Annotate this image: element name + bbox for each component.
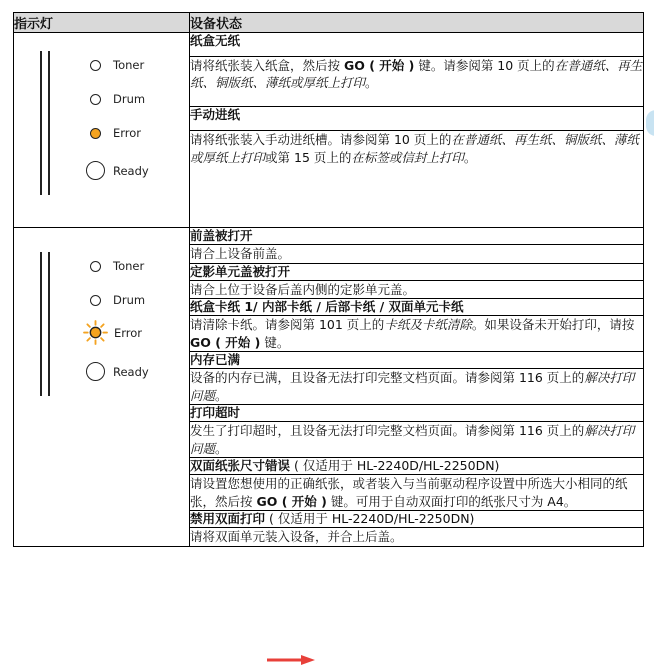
status-title-label: 纸盒无纸	[190, 33, 241, 48]
body-segment: 。	[215, 387, 228, 403]
table-header-row	[14, 13, 644, 33]
drum-label: Drum	[113, 293, 146, 307]
toner-label: Toner	[113, 58, 145, 72]
status-title	[190, 107, 644, 131]
body-segment: 请将纸张装入手动进纸槽。请参阅第 10 页上的	[190, 132, 452, 147]
table-row	[14, 228, 644, 245]
status-title-label: 禁用双面打印	[190, 511, 266, 526]
status-title-text	[190, 405, 240, 420]
toner-label: Toner	[113, 259, 145, 273]
led-diagram-error-on	[14, 33, 190, 228]
error-label: Error	[114, 325, 143, 340]
cross-reference: 解决打印问题	[190, 370, 635, 403]
status-title-label: 手动进纸	[190, 107, 241, 123]
status-description	[190, 245, 644, 264]
status-body-text	[190, 370, 634, 403]
status-title-label: 内存已满	[190, 352, 241, 367]
cross-reference: 在标签或信封上打印	[351, 149, 464, 165]
cross-reference: 在普通纸、再生纸、铜版纸、薄纸或厚纸上打印	[190, 57, 643, 91]
status-title-text	[190, 458, 499, 473]
toner-led-off-icon	[90, 261, 101, 272]
body-segment: 。	[215, 440, 228, 456]
status-body-text	[190, 282, 415, 297]
status-title-label: 打印超时	[190, 405, 241, 420]
status-description	[190, 475, 644, 511]
drum-led	[86, 92, 145, 106]
status-title-note: ( 仅适用于 HL-2240D/HL-2250DN)	[265, 511, 475, 526]
status-title-text	[190, 33, 240, 48]
status-body-text	[190, 476, 628, 509]
body-segment: 键。可用于自动双面打印的纸张尺寸为 A4。	[326, 493, 577, 509]
arrow-right-icon	[267, 655, 315, 665]
status-body-text	[190, 423, 634, 456]
page-edge-tab	[646, 110, 654, 136]
status-title	[190, 405, 644, 422]
ready-led-off-icon	[86, 161, 105, 180]
status-table-page	[13, 12, 643, 547]
ready-label: Ready	[113, 364, 149, 379]
status-description	[190, 280, 644, 299]
status-title	[190, 33, 644, 57]
body-segment: 。如果设备未开始打印，请按	[471, 317, 635, 332]
status-title-text	[190, 511, 474, 526]
body-segment: 发生了打印超时，且设备无法打印完整文档页面。请参阅第 116 页上的	[190, 423, 585, 438]
key-name: GO ( 开始 )	[256, 493, 327, 509]
error-label: Error	[113, 126, 142, 140]
status-title	[190, 263, 644, 280]
led-diagram-error-blinking	[14, 228, 190, 547]
status-body-text	[190, 132, 639, 165]
cross-reference: 在普通纸、再生纸、铜版纸、薄纸或厚纸上打印	[190, 132, 639, 165]
status-description	[190, 422, 644, 458]
toner-led-off-icon	[90, 60, 101, 71]
status-description	[190, 56, 644, 106]
cross-reference: 卡纸及卡纸清除	[384, 317, 472, 332]
error-led	[86, 320, 142, 345]
status-description	[190, 369, 644, 405]
status-title-text	[190, 264, 290, 279]
status-title-label: 双面纸张尺寸错误	[190, 458, 291, 473]
body-segment: 请合上位于设备后盖内侧的定影单元盖。	[190, 281, 416, 297]
status-title	[190, 228, 644, 245]
status-title	[190, 458, 644, 475]
status-title	[190, 352, 644, 369]
header-device-status: 设备状态	[190, 13, 644, 33]
drum-led-off-icon	[90, 94, 101, 105]
status-title-label: 定影单元盖被打开	[190, 263, 291, 279]
status-title	[190, 299, 644, 316]
toner-led	[86, 259, 144, 273]
status-body-text	[190, 529, 403, 544]
toner-led	[86, 58, 144, 72]
ready-label: Ready	[113, 163, 149, 178]
body-segment: 请将双面单元装入设备，并合上后盖。	[190, 529, 403, 544]
status-description	[190, 316, 644, 352]
body-segment: 请设置您想使用的正确纸张，或者装入与当前驱动程序设置中所选大小相同的纸张，然后按	[190, 476, 628, 509]
panel-bars	[40, 51, 50, 195]
status-description	[190, 528, 644, 547]
status-title-text	[190, 107, 240, 122]
status-title	[190, 511, 644, 528]
body-segment: 。	[365, 75, 378, 91]
key-name: GO ( 开始 )	[190, 334, 261, 350]
status-body-text	[190, 317, 634, 350]
ready-led	[86, 161, 149, 180]
body-segment: 请合上设备前盖。	[190, 246, 291, 261]
body-segment: 键。请参阅第 10 页上的	[414, 57, 555, 73]
status-title-text	[190, 228, 253, 243]
ready-led	[86, 362, 149, 381]
status-title-label: 纸盒卡纸 1/ 内部卡纸 / 后部卡纸 / 双面单元卡纸	[190, 299, 464, 314]
ready-led-off-icon	[86, 362, 105, 381]
header-indicator: 指示灯	[14, 13, 190, 33]
status-title-text	[190, 352, 240, 367]
panel-bars	[40, 252, 50, 396]
body-segment: 。	[463, 149, 477, 165]
status-description	[190, 131, 644, 228]
body-segment: 或第 15 页上的	[265, 149, 352, 165]
drum-led	[86, 293, 145, 307]
error-led	[86, 126, 141, 140]
led-status-table	[13, 12, 644, 547]
body-segment: 键。	[260, 334, 290, 350]
status-body-text	[190, 58, 642, 91]
drum-led-off-icon	[90, 295, 101, 306]
table-row	[14, 33, 644, 57]
drum-label: Drum	[113, 92, 146, 106]
key-name: GO ( 开始 )	[343, 57, 415, 73]
error-led-on-icon	[90, 128, 101, 139]
body-segment: 请将纸张装入纸盒，然后按	[190, 57, 344, 73]
status-body-text	[190, 246, 290, 261]
body-segment: 请清除卡纸。请参阅第 101 页上的	[190, 317, 385, 332]
status-title-text	[190, 299, 464, 314]
error-led-blinking-icon	[83, 320, 108, 345]
body-segment: 设备的内存已满，且设备无法打印完整文档页面。请参阅第 116 页上的	[190, 370, 585, 385]
cross-reference: 解决打印问题	[190, 423, 635, 456]
status-title-label: 前盖被打开	[190, 228, 253, 243]
status-title-note: ( 仅适用于 HL-2240D/HL-2250DN)	[290, 458, 500, 473]
